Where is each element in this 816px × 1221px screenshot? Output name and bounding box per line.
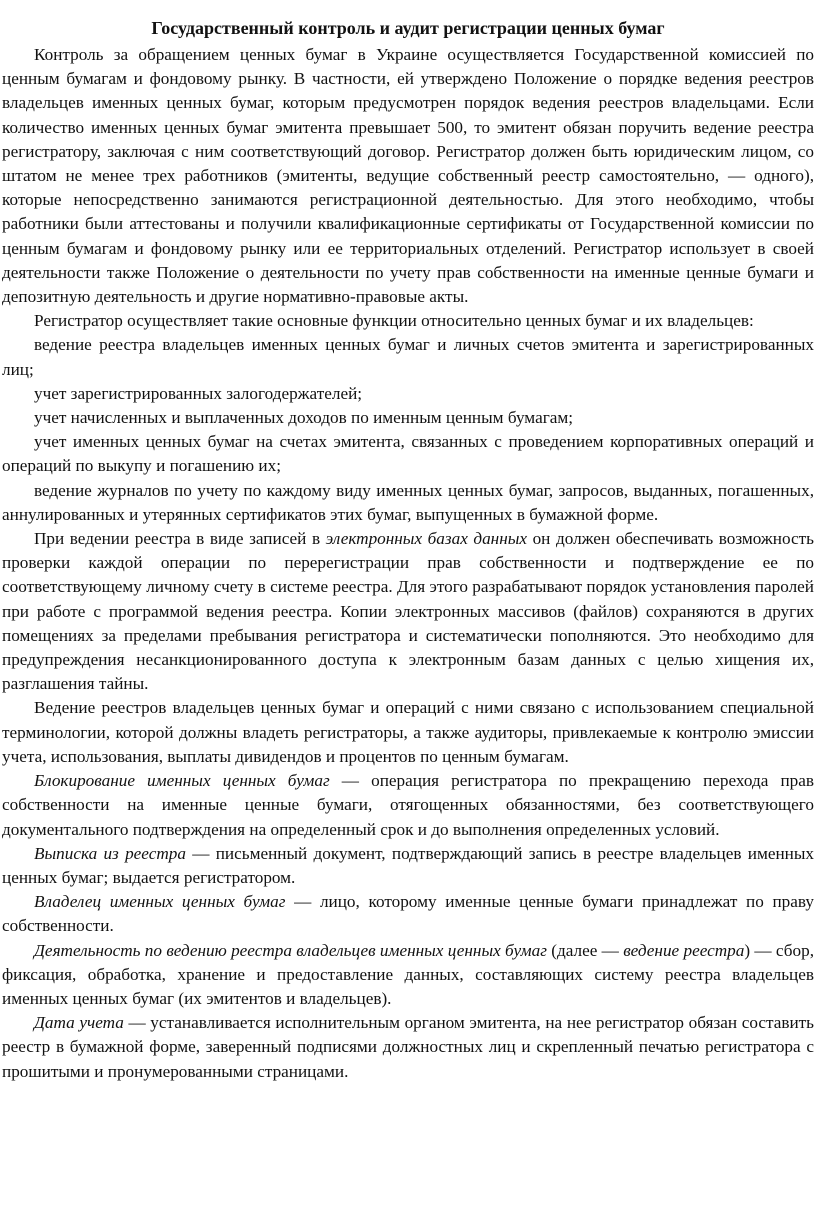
list-item-issuer-accounts: учет именных ценных бумаг на счетах эмитента, связанных с проведением корпоративных операций и операций по выкупу и погашению их; (2, 432, 814, 476)
list-item-income: учет начисленных и выплаченных доходов по именным ценным бумагам; (34, 408, 574, 428)
paragraph-electronic (2, 527, 814, 696)
definition-text: — операция регистратора по прекращению перехода прав собственности на именные ценные бумаги, отягощенных обязанностями, без соответствующего документального подтверждения на определенный срок и до выполнения определенных условий. (2, 771, 814, 839)
definition-text: — лицо, которому именные ценные бумаги принадлежат по праву собственности. (2, 892, 815, 936)
definition-term: Владелец именных ценных бумаг (34, 892, 286, 912)
paragraph-electronic-after: он должен обеспечивать возможность проверки каждой операции по перерегистрации прав собственности и подтверждение ее по соответствующему личному счету в системе реестра. Для этого разрабатывают порядок установления паролей при работе с программой ведения реестра. Копии электронных массивов (файлов) сохраняются в других помещениях за пределами пребывания регистратора и систематически пополняются. Это необходимо для предупреждения несанкционированного доступа к электронным базам данных с целью хищения их, разглашения тайны. (2, 529, 814, 694)
definition-extract (2, 842, 814, 890)
definition-term: Деятельность по ведению реестра владельцев именных ценных бумаг (34, 940, 547, 960)
definition-mid: (далее — (546, 940, 624, 960)
definition-term: Дата учета (34, 1013, 124, 1033)
paragraph-electronic-emphasis: электронных базах данных (325, 529, 528, 549)
definition-text: — устанавливается исполнительным органом эмитента, на нее регистратор обязан составить реестр в бумажной форме, заверенный подписями должностных лиц и скрепленный печатью регистратора с прошитыми и пронумерованными страницами. (2, 1013, 814, 1081)
definition-activity (2, 939, 814, 1012)
definition-term: Выписка из реестра (34, 843, 186, 863)
definition-owner (2, 890, 814, 938)
definition-term-alias: ведение реестра (623, 940, 745, 960)
paragraph-electronic-before: При ведении реестра в виде записей в (34, 529, 326, 549)
page-title: Государственный контроль и аудит регистрации ценных бумаг (151, 18, 665, 38)
definition-term: Блокирование именных ценных бумаг (34, 771, 330, 791)
definition-text: ) — сбор, фиксация, обработка, хранение и предоставление данных, составляющих систему реестра владельцев именных ценных бумаг (их эмитентов и владельцев). (2, 940, 815, 1008)
paragraph-intro: Контроль за обращением ценных бумаг в Украине осуществляется Государственной комиссией по ценным бумагам и фондовому рынку. В частности, ей утверждено Положение о порядке ведения реестров владельцев именных ценных бумаг, которым предусмотрен порядок ведения реестров владельцами. Если количество именных ценных бумаг эмитента превышает 500, то эмитент обязан поручить ведение реестра регистратору, заключая с ним соответствующий договор. Регистратор должен быть юридическим лицом, со штатом не менее трех работников (эмитенты, ведущие собственный реестр самостоятельно, — одного), которые непосредственно занимаются регистрационной деятельностью. Для этого необходимо, чтобы работники были аттестованы и получили квалификационные сертификаты от Государственной комиссии по ценным бумагам и фондовому рынку или ее территориальных отделений. Регистратор использует в своей деятельности также Положение о деятельности по учету прав собственности на именные ценные бумаги и депозитную деятельность и другие нормативно-правовые акты. (2, 45, 814, 307)
list-item-pledgeholders: учет зарегистрированных залогодержателей; (34, 383, 363, 403)
list-item-journals: ведение журналов по учету по каждому виду именных ценных бумаг, запросов, выданных, погашенных, аннулированных и утерянных сертификатов этих бумаг, выпущенных в бумажной форме. (2, 480, 814, 524)
definition-blocking (2, 769, 814, 842)
definition-text: — письменный документ, подтверждающий запись в реестре владельцев именных ценных бумаг; выдается регистратором. (2, 843, 815, 887)
paragraph-functions-lead: Регистратор осуществляет такие основные функции относительно ценных бумаг и их владельцев: (34, 311, 754, 331)
paragraph-terminology: Ведение реестров владельцев ценных бумаг и операций с ними связано с использованием специальной терминологии, которой должны владеть регистраторы, а также аудиторы, привлекаемые к контролю эмиссии учета, использования, выплаты дивидендов и процентов по ценным бумагам. (2, 698, 814, 766)
definition-record-date (2, 1011, 814, 1084)
list-item-registry: ведение реестра владельцев именных ценных бумаг и личных счетов эмитента и зарегистрированных лиц; (2, 335, 814, 379)
